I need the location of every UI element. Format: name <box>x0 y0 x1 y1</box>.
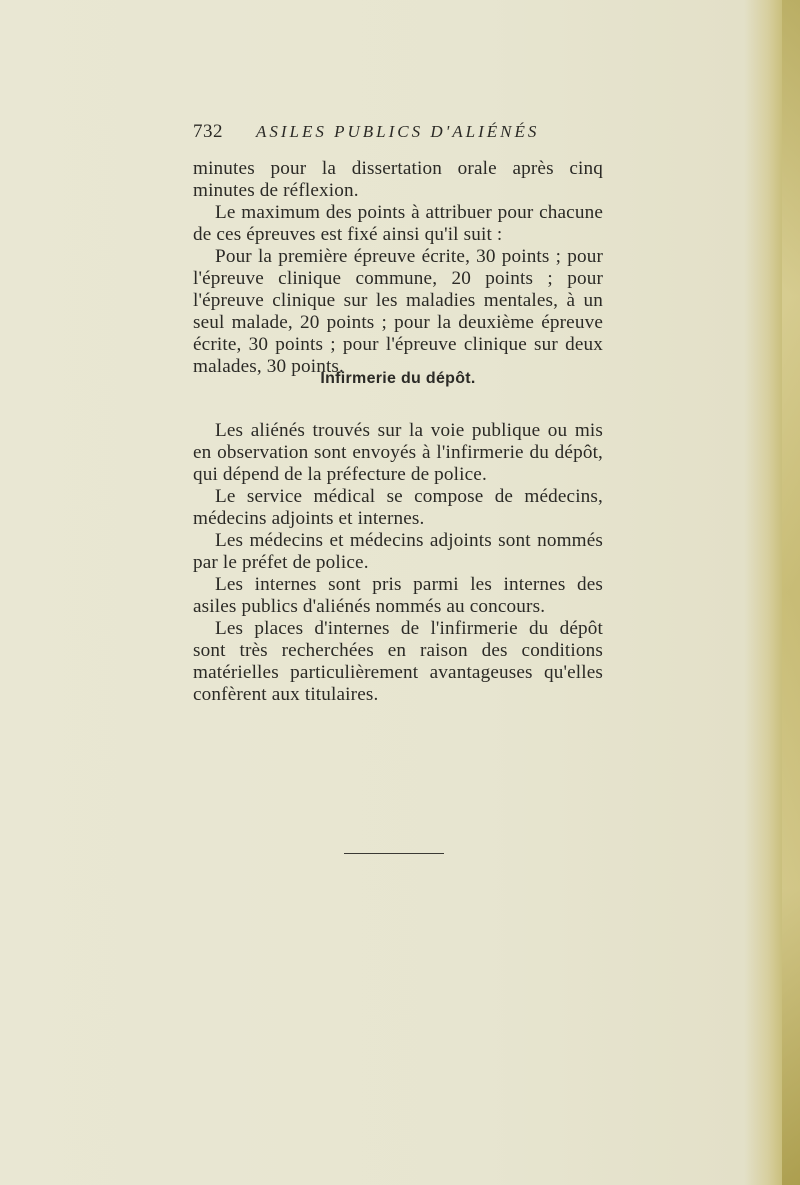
running-title: ASILES PUBLICS D'ALIÉNÉS <box>256 122 540 141</box>
section-heading: Infirmerie du dépôt. <box>320 370 476 387</box>
paragraph-alienes-trouves: Les aliénés trouvés sur la voie publique ou mis en observation sont envoyés à l'infirmerie du dépôt, qui dépend de la préfecture de police. <box>193 420 603 485</box>
paragraph-service-medical: Le service médical se compose de médecins, médecins adjoints et internes. <box>193 486 603 529</box>
running-head <box>193 121 603 147</box>
paragraph-internes: Les internes sont pris parmi les internes des asiles publics d'aliénés nommés au concours. <box>193 574 603 617</box>
paragraph-points-detail: Pour la première épreuve écrite, 30 points ; pour l'épreuve clinique commune, 20 points ; pour l'épreuve clinique sur les maladies mentales, à un seul malade, 20 points ; pour la deuxième épreuve écrite, 30 points ; pour l'épreuve clinique sur deux malades, 30 points. <box>193 246 603 377</box>
page-edge <box>782 0 800 1185</box>
paragraph-places-internes: Les places d'internes de l'infirmerie du dépôt sont très recherchées en raison des conditions matérielles particulièrement avantageuses qu'elles confèrent aux titulaires. <box>193 618 603 705</box>
paragraph-maximum-points: Le maximum des points à attribuer pour chacune de ces épreuves est fixé ainsi qu'il suit : <box>193 202 603 245</box>
end-rule <box>344 853 444 854</box>
page-number: 732 <box>193 121 223 142</box>
paragraph-continuation: minutes pour la dissertation orale après cinq minutes de réflexion. <box>193 158 603 201</box>
paragraph-medecins-nommes: Les médecins et médecins adjoints sont nommés par le préfet de police. <box>193 530 603 573</box>
